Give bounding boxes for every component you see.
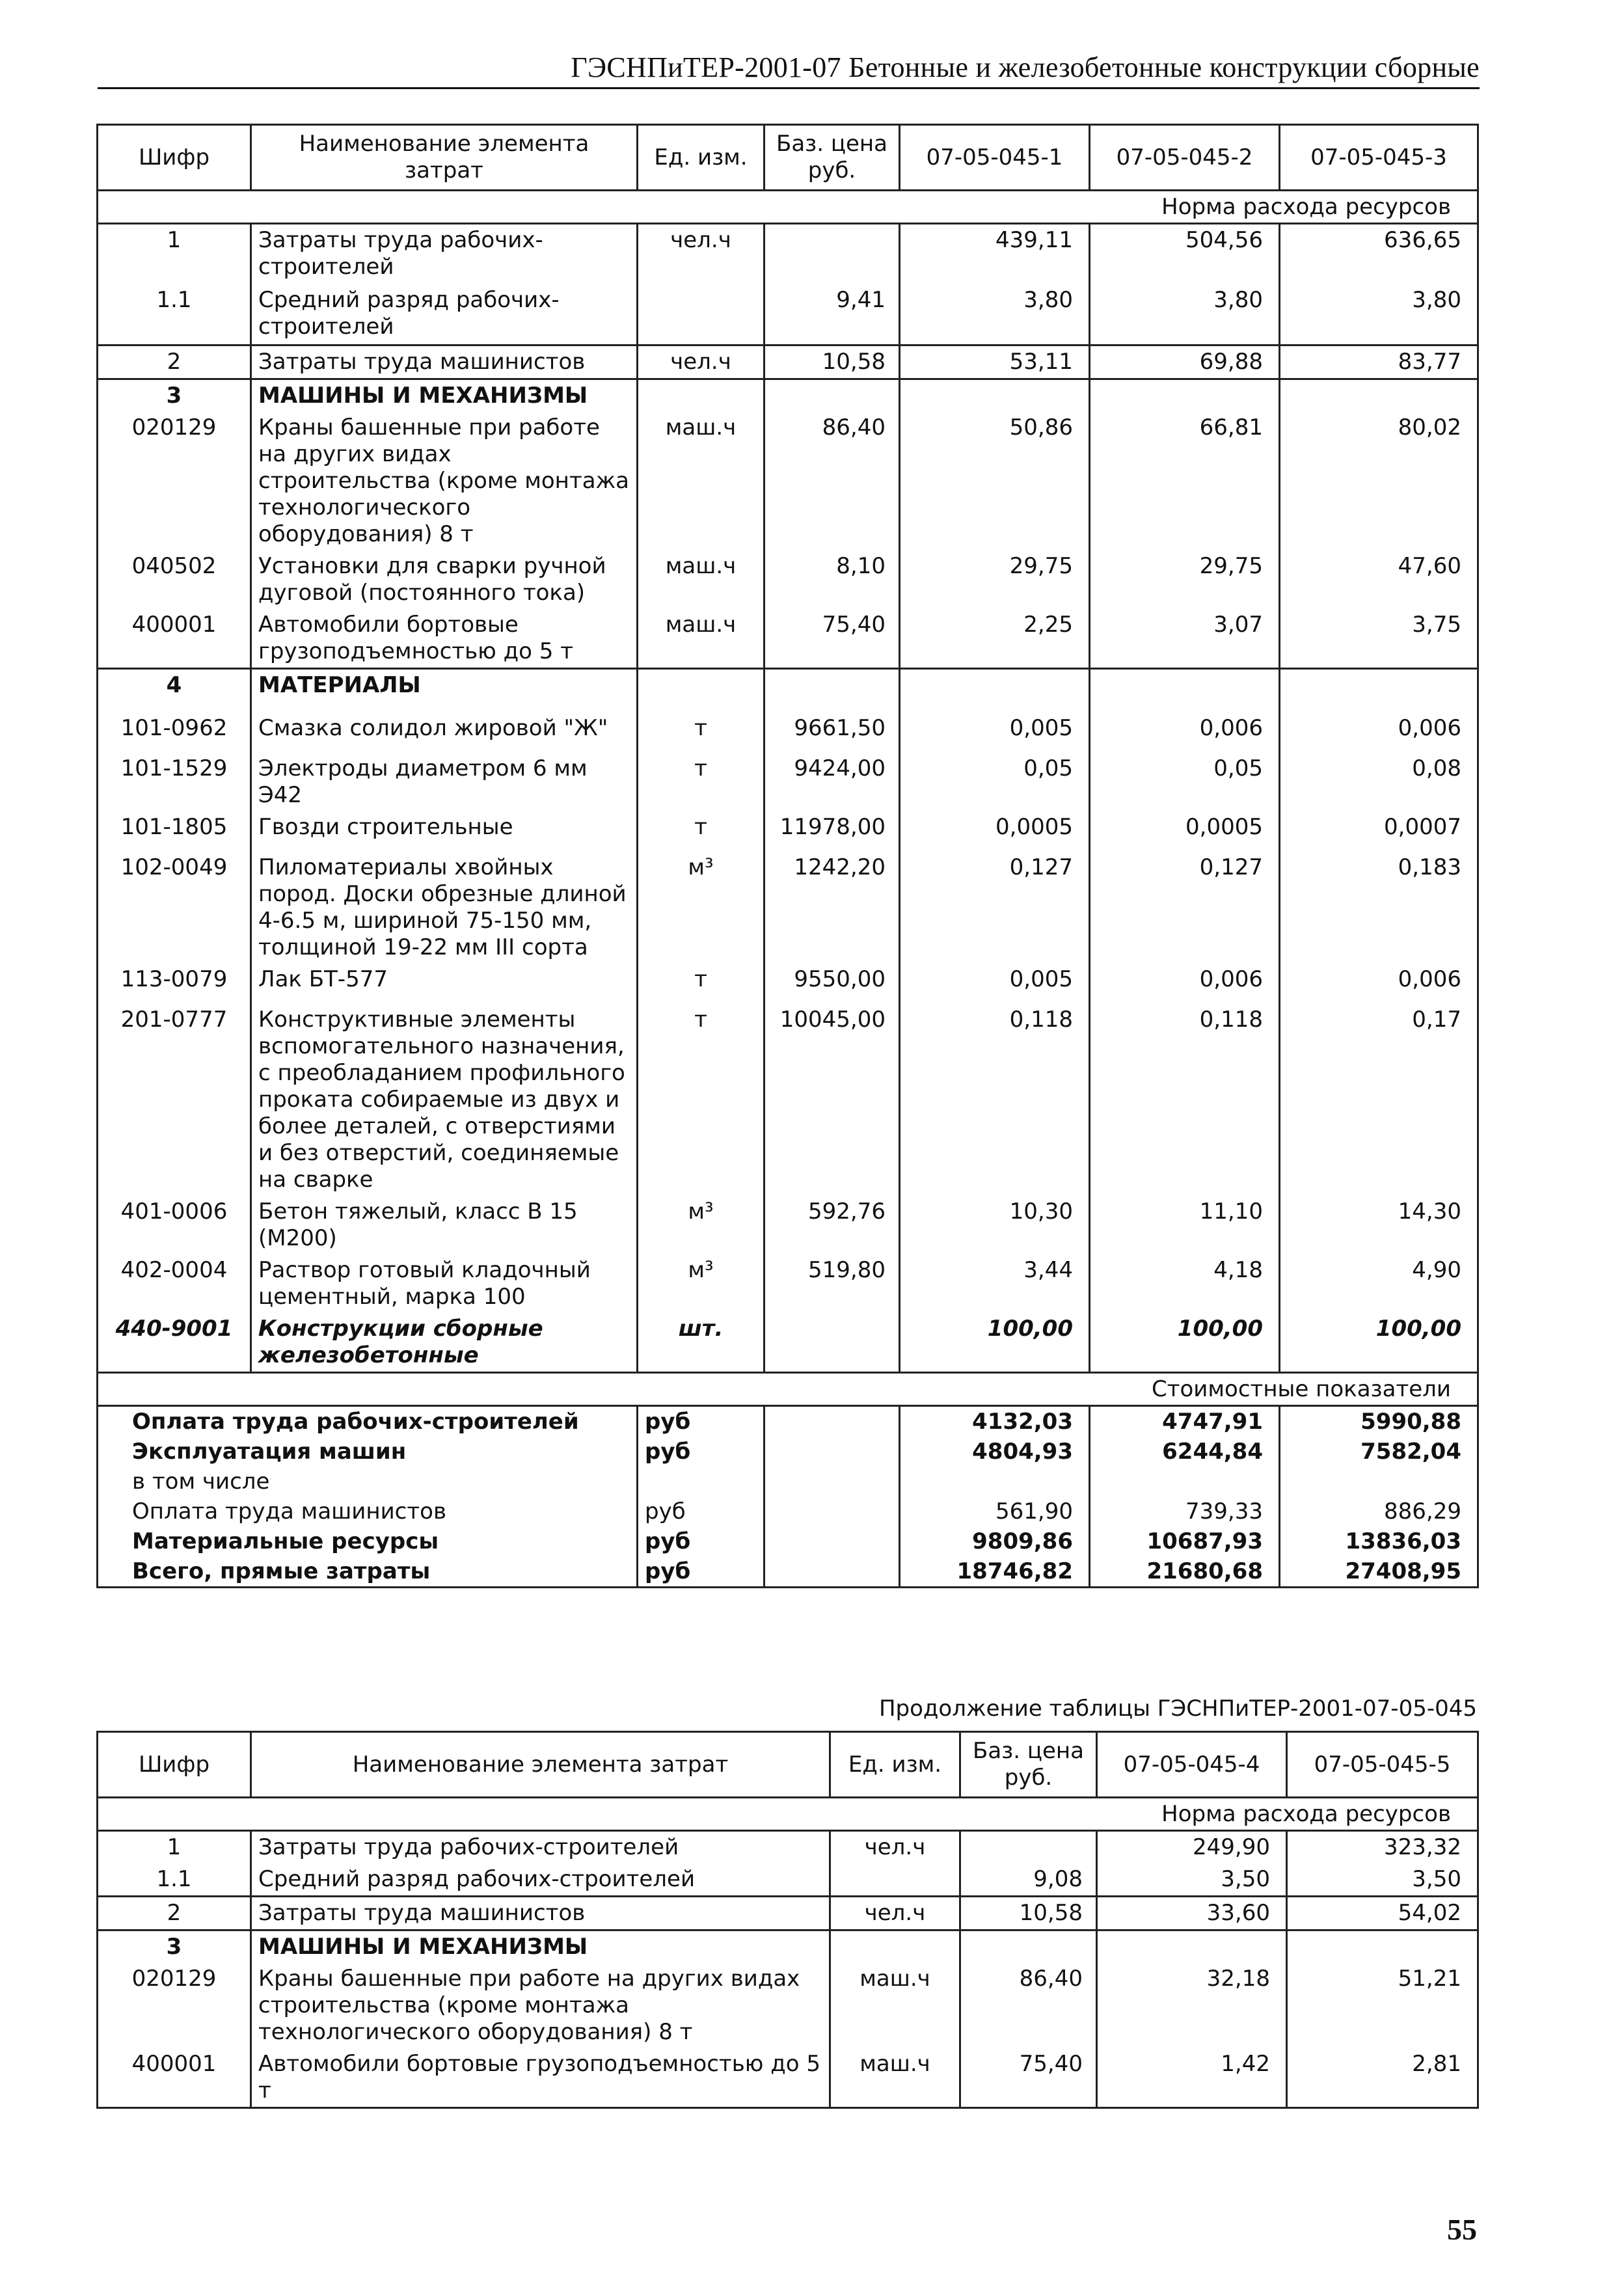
- cost-label-cell: Материальные ресурсы: [98, 1526, 638, 1556]
- row-value: 0,0007: [1280, 811, 1478, 852]
- table-header-row: [98, 125, 1478, 191]
- row-value: 0,006: [1090, 964, 1280, 1004]
- running-header: ГЭСНПиТЕР-2001-07 Бетонные и железобетонные конструкции сборные: [571, 51, 1480, 83]
- row-value: 54,02: [1287, 1897, 1478, 1930]
- row-value: 3,80: [900, 284, 1090, 345]
- norm-label: Норма расхода ресурсов: [98, 191, 1478, 224]
- row-unit: [830, 1863, 960, 1897]
- cost-row: [98, 1437, 1478, 1467]
- col-header-code: Шифр: [98, 125, 251, 191]
- row-value: 0,0005: [1090, 811, 1280, 852]
- table-row: [98, 412, 1478, 550]
- table-row: [98, 1963, 1478, 2048]
- row-price: 75,40: [765, 609, 900, 669]
- cost-label-cell: в том числе: [98, 1467, 638, 1497]
- row-value: 10,30: [900, 1196, 1090, 1254]
- row-unit: м³: [638, 1254, 765, 1313]
- row-unit: маш.ч: [830, 1963, 960, 2048]
- row-value: 0,118: [1090, 1004, 1280, 1196]
- cost-label-cell: Оплата труда рабочих-строителей: [98, 1406, 638, 1437]
- cost-value: [1090, 1467, 1280, 1497]
- row-value: 0,183: [1280, 852, 1478, 964]
- header-rule: [98, 87, 1480, 89]
- cost-unit: руб: [638, 1556, 765, 1588]
- row-name: Бетон тяжелый, класс В 15 (М200): [251, 1196, 638, 1254]
- cost-value: 739,33: [1090, 1497, 1280, 1526]
- row-name: Средний разряд рабочих-строителей: [251, 284, 638, 345]
- row-name: Затраты труда рабочих-строителей: [251, 1831, 830, 1864]
- row-unit: маш.ч: [830, 2048, 960, 2108]
- cost-label-cell: Всего, прямые затраты: [98, 1556, 638, 1588]
- col-header-item: 07-05-045-3: [1280, 125, 1478, 191]
- row-code: 1: [98, 224, 251, 285]
- cost-label-cell: Оплата труда машинистов: [98, 1497, 638, 1526]
- row-value: 47,60: [1280, 550, 1478, 609]
- table-row: [98, 284, 1478, 345]
- row-unit: чел.ч: [830, 1831, 960, 1864]
- section-row: [98, 669, 1478, 713]
- cost-value: 7582,04: [1280, 1437, 1478, 1467]
- row-value: 439,11: [900, 224, 1090, 285]
- table-row: [98, 550, 1478, 609]
- cost-label: Стоимостные показатели: [98, 1373, 1478, 1406]
- table-row: [98, 1254, 1478, 1313]
- row-unit: чел.ч: [638, 224, 765, 285]
- row-unit: [638, 284, 765, 345]
- table-row: [98, 964, 1478, 1004]
- row-code: 2: [98, 345, 251, 379]
- row-price: [960, 1831, 1097, 1864]
- row-name: Установки для сварки ручной дуговой (постоянного тока): [251, 550, 638, 609]
- cost-value: 13836,03: [1280, 1526, 1478, 1556]
- row-code: 401-0006: [98, 1196, 251, 1254]
- continuation-title: Продолжение таблицы ГЭСНПиТЕР-2001-07-05-045: [878, 1696, 1477, 1722]
- col-header-name: Наименование элемента затрат: [251, 1732, 830, 1798]
- norm-label: Норма расхода ресурсов: [98, 1798, 1478, 1831]
- row-code: 101-0962: [98, 712, 251, 753]
- page-number: 55: [1447, 2213, 1477, 2246]
- col-header-item: 07-05-045-5: [1287, 1732, 1478, 1798]
- table-row: [98, 852, 1478, 964]
- cost-row: [98, 1467, 1478, 1497]
- row-value: 51,21: [1287, 1963, 1478, 2048]
- cost-value: [1280, 1467, 1478, 1497]
- table-row: [98, 811, 1478, 852]
- row-value: 504,56: [1090, 224, 1280, 285]
- row-value: 80,02: [1280, 412, 1478, 550]
- row-unit: шт.: [638, 1313, 765, 1373]
- cost-value: 21680,68: [1090, 1556, 1280, 1588]
- row-code: 1: [98, 1831, 251, 1864]
- cost-label-cell: Эксплуатация машин: [98, 1437, 638, 1467]
- row-value: 2,25: [900, 609, 1090, 669]
- section-title: МАШИНЫ И МЕХАНИЗМЫ: [251, 1930, 830, 1964]
- row-value: 29,75: [1090, 550, 1280, 609]
- row-value: 0,17: [1280, 1004, 1478, 1196]
- row-value: 0,05: [1090, 753, 1280, 811]
- cost-row: [98, 1406, 1478, 1437]
- row-value: 0,006: [1280, 712, 1478, 753]
- row-value: 3,80: [1280, 284, 1478, 345]
- row-price: 11978,00: [765, 811, 900, 852]
- table-row: [98, 1313, 1478, 1373]
- col-header-price: Баз. цена руб.: [765, 125, 900, 191]
- row-value: 0,08: [1280, 753, 1478, 811]
- row-unit: маш.ч: [638, 550, 765, 609]
- row-value: 2,81: [1287, 2048, 1478, 2108]
- col-header-item: 07-05-045-2: [1090, 125, 1280, 191]
- row-price: 10,58: [765, 345, 900, 379]
- row-name: Затраты труда машинистов: [251, 1897, 830, 1930]
- section-row: [98, 1930, 1478, 1964]
- row-code: 040502: [98, 550, 251, 609]
- row-value: 53,11: [900, 345, 1090, 379]
- cost-value: 27408,95: [1280, 1556, 1478, 1588]
- row-price: 9661,50: [765, 712, 900, 753]
- row-value: 3,50: [1097, 1863, 1287, 1897]
- row-code: 400001: [98, 2048, 251, 2108]
- row-value: 1,42: [1097, 2048, 1287, 2108]
- row-value: 33,60: [1097, 1897, 1287, 1930]
- cost-row: [98, 1556, 1478, 1588]
- resource-table-2: [96, 1731, 1479, 2109]
- row-unit: т: [638, 964, 765, 1004]
- row-name: Краны башенные при работе на других видах строительства (кроме монтажа технологического оборудования) 8 т: [251, 412, 638, 550]
- table-row: [98, 1004, 1478, 1196]
- table-row: [98, 1897, 1478, 1930]
- cost-value: 10687,93: [1090, 1526, 1280, 1556]
- row-value: 100,00: [1280, 1313, 1478, 1373]
- row-unit: т: [638, 1004, 765, 1196]
- row-value: 3,80: [1090, 284, 1280, 345]
- cost-row: [98, 1497, 1478, 1526]
- row-value: 3,44: [900, 1254, 1090, 1313]
- row-price: 9,41: [765, 284, 900, 345]
- table-row: [98, 224, 1478, 285]
- row-price: 592,76: [765, 1196, 900, 1254]
- table-row: [98, 712, 1478, 753]
- row-code: 113-0079: [98, 964, 251, 1004]
- row-code: 400001: [98, 609, 251, 669]
- col-header-item: 07-05-045-4: [1097, 1732, 1287, 1798]
- row-price: 9424,00: [765, 753, 900, 811]
- row-unit: маш.ч: [638, 609, 765, 669]
- row-value: 0,127: [1090, 852, 1280, 964]
- row-unit: т: [638, 753, 765, 811]
- section-code: 3: [98, 379, 251, 413]
- row-price: 10,58: [960, 1897, 1097, 1930]
- row-value: 3,50: [1287, 1863, 1478, 1897]
- row-name: Гвозди строительные: [251, 811, 638, 852]
- col-header-code: Шифр: [98, 1732, 251, 1798]
- row-name: Смазка солидол жировой "Ж": [251, 712, 638, 753]
- table-header-row: [98, 1732, 1478, 1798]
- row-name: Затраты труда рабочих-строителей: [251, 224, 638, 285]
- row-value: 0,005: [900, 964, 1090, 1004]
- row-value: 83,77: [1280, 345, 1478, 379]
- row-unit: т: [638, 811, 765, 852]
- cost-value: 6244,84: [1090, 1437, 1280, 1467]
- cost-label-row: [98, 1373, 1478, 1406]
- row-unit: маш.ч: [638, 412, 765, 550]
- col-header-price: Баз. цена руб.: [960, 1732, 1097, 1798]
- row-price: 86,40: [960, 1963, 1097, 2048]
- row-code: 1.1: [98, 1863, 251, 1897]
- resource-table-1: [96, 124, 1479, 1588]
- row-name: Автомобили бортовые грузоподъемностью до 5 т: [251, 609, 638, 669]
- row-value: 0,006: [1280, 964, 1478, 1004]
- row-code: 020129: [98, 1963, 251, 2048]
- row-value: 69,88: [1090, 345, 1280, 379]
- cost-value: 4132,03: [900, 1406, 1090, 1437]
- row-value: 11,10: [1090, 1196, 1280, 1254]
- table-row: [98, 345, 1478, 379]
- table-row: [98, 1831, 1478, 1864]
- row-price: 8,10: [765, 550, 900, 609]
- row-name: Краны башенные при работе на других видах строительства (кроме монтажа технологического оборудования) 8 т: [251, 1963, 830, 2048]
- row-value: 4,18: [1090, 1254, 1280, 1313]
- cost-value: [900, 1467, 1090, 1497]
- row-value: 29,75: [900, 550, 1090, 609]
- cost-unit: руб: [638, 1437, 765, 1467]
- row-price: 1242,20: [765, 852, 900, 964]
- row-name: Конструктивные элементы вспомогательного назначения, с преобладанием профильного проката собираемые из двух и более деталей, с отверстиями и без отверстий, соединяемые на сварке: [251, 1004, 638, 1196]
- row-value: 0,006: [1090, 712, 1280, 753]
- row-value: 4,90: [1280, 1254, 1478, 1313]
- cost-row: [98, 1526, 1478, 1556]
- row-value: 100,00: [900, 1313, 1090, 1373]
- cost-value: 4804,93: [900, 1437, 1090, 1467]
- row-code: 440-9001: [98, 1313, 251, 1373]
- row-code: 101-1805: [98, 811, 251, 852]
- row-code: 1.1: [98, 284, 251, 345]
- row-value: 3,75: [1280, 609, 1478, 669]
- row-name: Автомобили бортовые грузоподъемностью до 5 т: [251, 2048, 830, 2108]
- cost-value: 886,29: [1280, 1497, 1478, 1526]
- row-value: 3,07: [1090, 609, 1280, 669]
- row-code: 020129: [98, 412, 251, 550]
- cost-value: 561,90: [900, 1497, 1090, 1526]
- cost-value: 4747,91: [1090, 1406, 1280, 1437]
- row-price: [765, 224, 900, 285]
- row-name: Затраты труда машинистов: [251, 345, 638, 379]
- row-unit: м³: [638, 1196, 765, 1254]
- row-code: 2: [98, 1897, 251, 1930]
- row-unit: чел.ч: [638, 345, 765, 379]
- row-price: [765, 1313, 900, 1373]
- row-code: 402-0004: [98, 1254, 251, 1313]
- row-value: 100,00: [1090, 1313, 1280, 1373]
- row-value: 66,81: [1090, 412, 1280, 550]
- row-name: Раствор готовый кладочный цементный, марка 100: [251, 1254, 638, 1313]
- table-row: [98, 609, 1478, 669]
- row-value: 0,127: [900, 852, 1090, 964]
- row-unit: м³: [638, 852, 765, 964]
- row-price: 9550,00: [765, 964, 900, 1004]
- row-value: 0,05: [900, 753, 1090, 811]
- row-name: Средний разряд рабочих-строителей: [251, 1863, 830, 1897]
- section-title: МАШИНЫ И МЕХАНИЗМЫ: [251, 379, 638, 413]
- row-price: 75,40: [960, 2048, 1097, 2108]
- cost-value: 18746,82: [900, 1556, 1090, 1588]
- row-price: 86,40: [765, 412, 900, 550]
- row-unit: чел.ч: [830, 1897, 960, 1930]
- row-value: 0,0005: [900, 811, 1090, 852]
- row-value: 0,005: [900, 712, 1090, 753]
- row-code: 102-0049: [98, 852, 251, 964]
- cost-value: 9809,86: [900, 1526, 1090, 1556]
- row-price: 519,80: [765, 1254, 900, 1313]
- row-code: 101-1529: [98, 753, 251, 811]
- row-value: 50,86: [900, 412, 1090, 550]
- row-name: Пиломатериалы хвойных пород. Доски обрезные длиной 4-6.5 м, шириной 75-150 мм, толщиной 19-22 мм III сорта: [251, 852, 638, 964]
- row-name: Конструкции сборные железобетонные: [251, 1313, 638, 1373]
- row-unit: т: [638, 712, 765, 753]
- cost-unit: руб: [638, 1526, 765, 1556]
- table-row: [98, 753, 1478, 811]
- table-row: [98, 2048, 1478, 2108]
- row-code: 201-0777: [98, 1004, 251, 1196]
- norm-label-row: [98, 191, 1478, 224]
- row-name: Лак БТ-577: [251, 964, 638, 1004]
- row-value: 323,32: [1287, 1831, 1478, 1864]
- section-code: 3: [98, 1930, 251, 1964]
- col-header-unit: Ед. изм.: [830, 1732, 960, 1798]
- row-value: 636,65: [1280, 224, 1478, 285]
- col-header-unit: Ед. изм.: [638, 125, 765, 191]
- row-price: 10045,00: [765, 1004, 900, 1196]
- row-value: 0,118: [900, 1004, 1090, 1196]
- row-value: 249,90: [1097, 1831, 1287, 1864]
- section-code: 4: [98, 669, 251, 713]
- cost-unit: руб: [638, 1497, 765, 1526]
- row-price: 9,08: [960, 1863, 1097, 1897]
- row-name: Электроды диаметром 6 мм Э42: [251, 753, 638, 811]
- cost-value: 5990,88: [1280, 1406, 1478, 1437]
- section-row: [98, 379, 1478, 413]
- row-value: 32,18: [1097, 1963, 1287, 2048]
- norm-label-row: [98, 1798, 1478, 1831]
- col-header-name: Наименование элемента затрат: [251, 125, 638, 191]
- table-row: [98, 1863, 1478, 1897]
- cost-unit: [638, 1467, 765, 1497]
- cost-unit: руб: [638, 1406, 765, 1437]
- col-header-item: 07-05-045-1: [900, 125, 1090, 191]
- row-value: 14,30: [1280, 1196, 1478, 1254]
- table-row: [98, 1196, 1478, 1254]
- section-title: МАТЕРИАЛЫ: [251, 669, 638, 713]
